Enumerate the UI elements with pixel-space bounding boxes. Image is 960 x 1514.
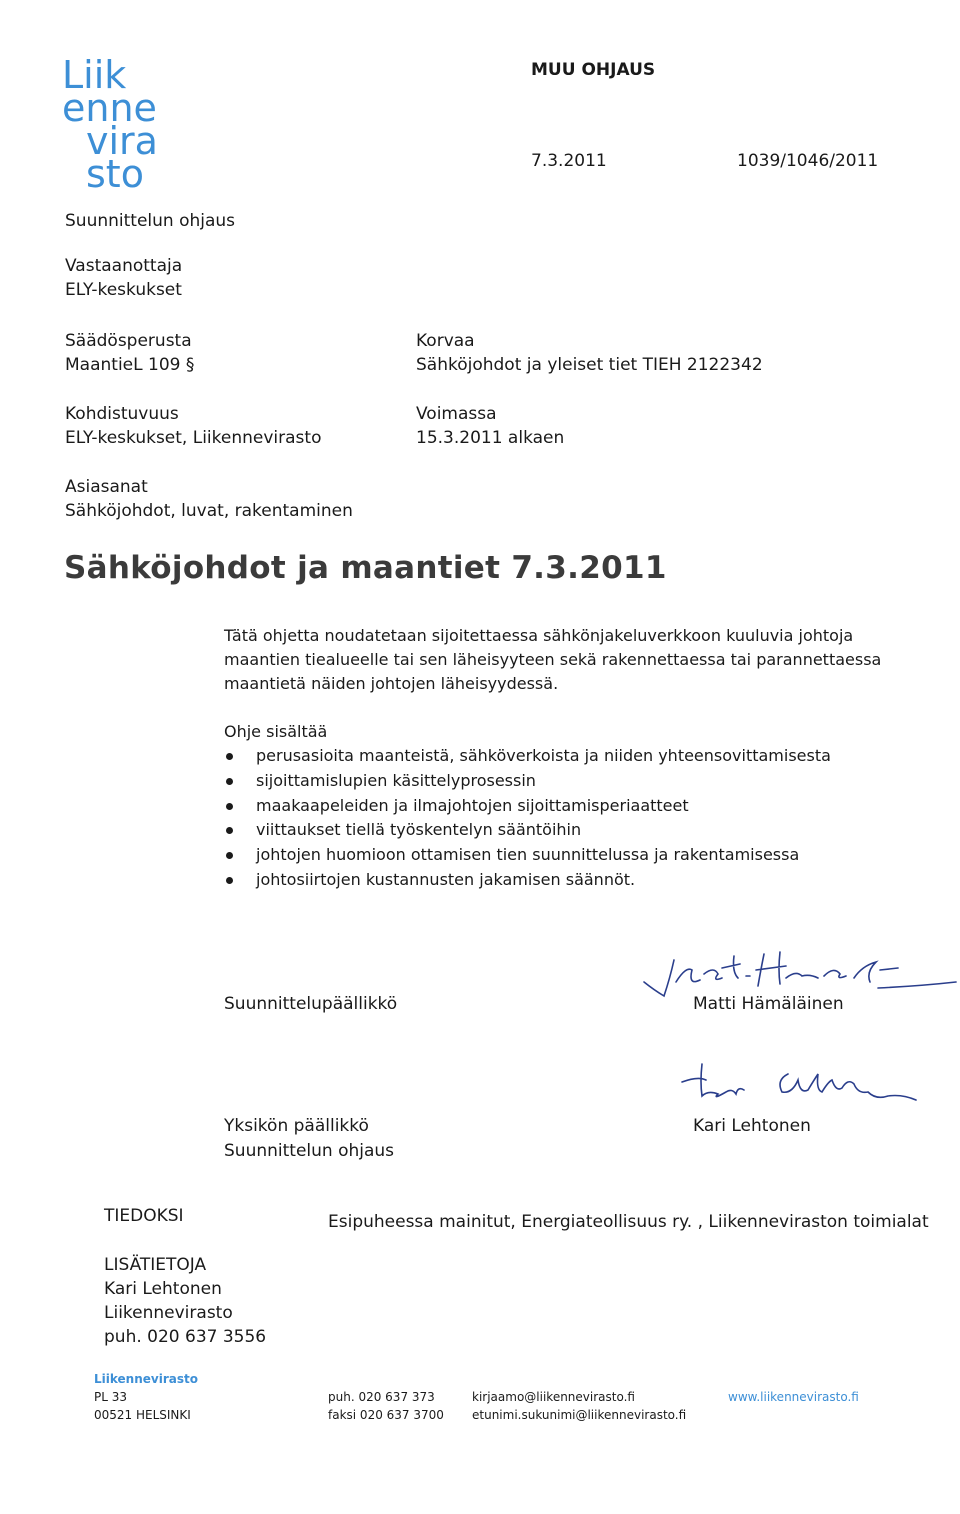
footer-fax: faksi 020 637 3700 [328,1408,444,1422]
recipient-value: ELY-keskukset [65,280,182,300]
scope-label: Kohdistuvuus [65,404,179,424]
signer-2-role-line2: Suunnittelun ohjaus [224,1141,395,1161]
contents-heading: Ohje sisältää [224,722,328,741]
unit-name: Suunnittelun ohjaus [65,211,236,231]
footer-org: Liikennevirasto [94,1372,198,1386]
bullet-icon [226,778,233,785]
list-item: johtosiirtojen kustannusten jakamisen säännöt. [224,868,874,893]
list-item: maakaapeleiden ja ilmajohtojen sijoittamisperiaatteet [224,794,874,819]
list-item: viittaukset tiellä työskentelyn sääntöihin [224,818,874,843]
signature-kari-lehtonen [672,1060,922,1118]
footer-phone: puh. 020 637 373 [328,1390,435,1404]
logo-mark [62,58,202,198]
list-item: johtojen huomioon ottamisen tien suunnittelussa ja rakentamisessa [224,843,874,868]
more-info-label: LISÄTIETOJA [104,1255,207,1275]
footer-city: 00521 HELSINKI [94,1408,191,1422]
footer-po-box: PL 33 [94,1390,128,1404]
logo-line-3: vira [86,119,158,163]
contents-list [224,744,874,893]
footer-email-personal[interactable]: etunimi.sukunimi@liikennevirasto.fi [472,1408,687,1422]
scope-value: ELY-keskukset, Liikennevirasto [65,428,322,448]
bullet-icon [226,827,233,834]
signer-1-name: Matti Hämäläinen [693,994,844,1014]
distribution-label: TIEDOKSI [104,1206,184,1226]
bullet-icon [226,877,233,884]
doc-type: MUU OHJAUS [531,60,656,80]
basis-value: MaantieL 109 § [65,355,195,375]
recipient-label: Vastaanottaja [65,256,183,276]
doc-date: 7.3.2011 [531,151,607,171]
liikennevirasto-logo [62,58,202,198]
signer-1-role: Suunnittelupäällikkö [224,994,398,1014]
logo-line-2: enne [62,86,157,130]
keywords-label: Asiasanat [65,477,148,497]
list-item: sijoittamislupien käsittelyprosessin [224,769,874,794]
keywords-value: Sähköjohdot, luvat, rakentaminen [65,501,353,521]
signer-2-name: Kari Lehtonen [693,1116,811,1136]
basis-label: Säädösperusta [65,331,192,351]
footer-website-link[interactable]: www.liikennevirasto.fi [728,1390,859,1404]
replaces-label: Korvaa [416,331,475,351]
bullet-icon [226,753,233,760]
intro-paragraph: Tätä ohjetta noudatetaan sijoitettaessa sähkönjakeluverkkoon kuuluvia johtoja maantien tiealueelle tai sen läheisyyteen sekä rakennettaessa tai parannettaessa maantietä näiden johtojen läheisyydessä. [224,626,882,693]
more-info-phone: puh. 020 637 3556 [104,1327,267,1347]
logo-line-1: Liik [62,58,127,97]
valid-value: 15.3.2011 alkaen [416,428,565,448]
more-info-org: Liikennevirasto [104,1303,233,1323]
logo-line-4: sto [86,152,144,196]
footer-email-registry[interactable]: kirjaamo@liikennevirasto.fi [472,1390,635,1404]
signer-2-role-line1: Yksikön päällikkö [224,1116,369,1136]
list-item: perusasioita maanteistä, sähköverkoista ja niiden yhteensovittamisesta [224,744,874,769]
bullet-icon [226,852,233,859]
distribution-value: Esipuheessa mainitut, Energiateollisuus ry. , Liikenneviraston toimialat [328,1212,929,1232]
valid-label: Voimassa [416,404,497,424]
more-info-name: Kari Lehtonen [104,1279,222,1299]
document-title: Sähköjohdot ja maantiet 7.3.2011 [64,550,667,586]
replaces-value: Sähköjohdot ja yleiset tiet TIEH 2122342 [416,355,763,375]
bullet-icon [226,803,233,810]
doc-ref-number: 1039/1046/2011 [737,151,879,171]
